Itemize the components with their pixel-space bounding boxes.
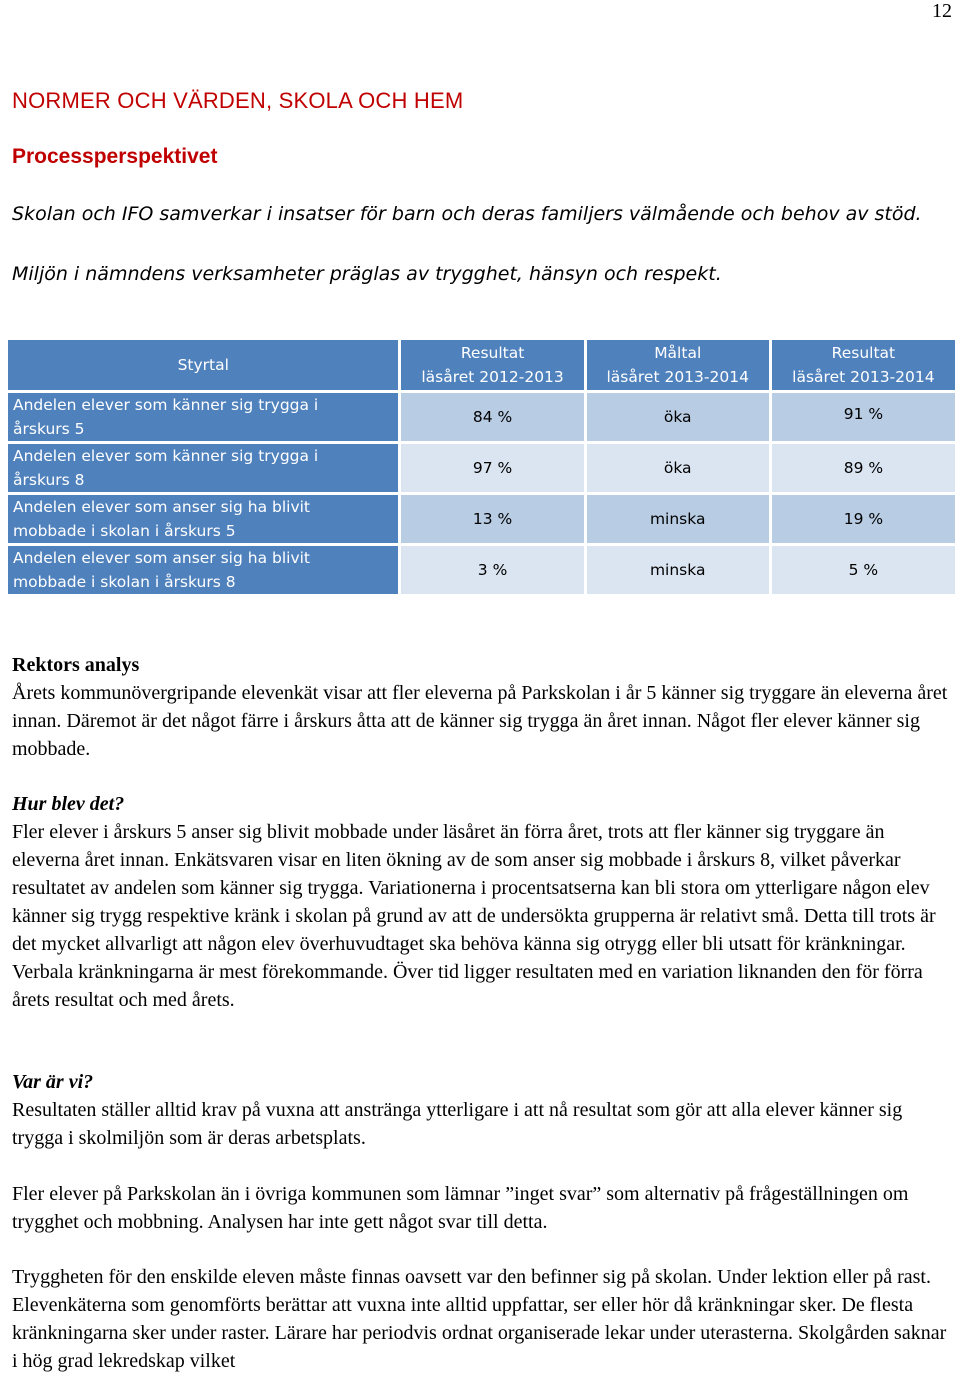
where-paragraph: Fler elever på Parkskolan än i övriga kommunen som lämnar ”inget svar” som alternativ på frågeställningen om trygghet och mobbning. Analysen har inte gett något svar till detta. [12,1183,909,1233]
row-label [8,546,398,594]
results-table [5,337,958,597]
how-heading: Hur blev det? [12,793,125,815]
cell-target: minska [587,546,769,594]
cell-result-2013: 5 % [772,546,955,594]
row-label-line: mobbade i skolan i årskurs 8 [13,573,236,591]
analysis-heading: Rektors analys [12,654,140,676]
header-line: Måltal [654,344,702,362]
row-label-line: Andelen elever som anser sig ha blivit [13,498,311,516]
section-title: NORMER OCH VÄRDEN, SKOLA OCH HEM [12,88,464,113]
page-number: 12 [932,0,952,22]
cell-result-2012: 97 % [401,444,583,492]
cell-result-2013: 19 % [772,495,955,543]
header-line: läsåret 2013-2014 [606,368,749,386]
table-row [8,546,955,594]
row-label [8,393,398,441]
where-heading: Var är vi? [12,1071,94,1093]
table-header-row [8,340,955,390]
header-styrtal [8,340,398,390]
where-paragraph: Resultaten ställer alltid krav på vuxna att anstränga ytterligare i att nå resultat som gör att alla elever känner sig trygga i skolmiljön som är deras arbetsplats. [12,1099,903,1149]
header-line: Resultat [460,344,525,362]
row-label-line: årskurs 8 [13,471,85,489]
cell-result-2012: 3 % [401,546,583,594]
cell-result-2012: 13 % [401,495,583,543]
header-result-2012 [401,340,583,390]
goal-statement: Skolan och IFO samverkar i insatser för barn och deras familjers välmående och behov av stöd. [12,203,922,225]
analysis-paragraph: Årets kommunövergripande elevenkät visar att fler eleverna på Parkskolan i år 5 känner sig tryggare än eleverna året innan. Däremot är det något färre i årskurs åtta att de känner sig trygga än året innan. Något fler elever känner sig mobbade. [12,682,948,760]
row-label [8,495,398,543]
header-line: Resultat [831,344,896,362]
header-result-2013 [772,340,955,390]
row-label-line: årskurs 5 [13,420,85,438]
where-paragraph: Tryggheten för den enskilde eleven måste finnas oavsett var den befinner sig på skolan. Under lektion eller på rast. Elevenkäterna som genomförts berättar att vuxna inte alltid uppfattar, ser eller hör då kränkningar sker. De flesta kränkningarna sker under raster. Lärare har periodvis ordnat organiserade lekar under uterasterna. Skolgården saknar i hög grad lekredskap vilket [12,1266,947,1372]
header-line: Styrtal [177,356,229,374]
table-row [8,495,955,543]
row-label-line: Andelen elever som känner sig trygga i [13,447,319,465]
cell-target: öka [587,444,769,492]
table-row [8,444,955,492]
table-row [8,393,955,441]
cell-result-2012: 84 % [401,393,583,441]
cell-target: öka [587,393,769,441]
section-subtitle: Processperspektivet [12,145,218,168]
row-label-line: mobbade i skolan i årskurs 5 [13,522,236,540]
header-line: läsåret 2012-2013 [421,368,564,386]
row-label-line: Andelen elever som känner sig trygga i [13,396,319,414]
header-target [587,340,769,390]
row-label-line: Andelen elever som anser sig ha blivit [13,549,311,567]
cell-result-2013: 89 % [772,444,955,492]
goal-statement: Miljön i nämndens verksamheter präglas av trygghet, hänsyn och respekt. [12,263,722,285]
cell-result-2013: 91 % [772,393,955,441]
row-label [8,444,398,492]
header-line: läsåret 2013-2014 [792,368,935,386]
how-paragraph: Fler elever i årskurs 5 anser sig blivit mobbade under läsåret än förra året, trots att fler känner sig tryggare än eleverna året innan. Enkätsvaren visar en liten ökning av de som anser sig mobbade i årskurs 8, vilket påverkar resultatet av andelen som känner sig trygga. Variationerna i procentsatserna kan bli stora om ytterligare någon elev känner sig trygg respektive kränk i skolan på grund av att de undersökta grupperna är relativt små. Detta till trots är det mycket allvarligt att någon elev överhuvudtaget ska behöva känna sig otrygg eller bli utsatt för kränkningar. Verbala kränkningarna är mest förekommande. Över tid ligger resultaten med en variation liknanden den för förra årets resultat och med årets. [12,821,936,1011]
cell-target: minska [587,495,769,543]
